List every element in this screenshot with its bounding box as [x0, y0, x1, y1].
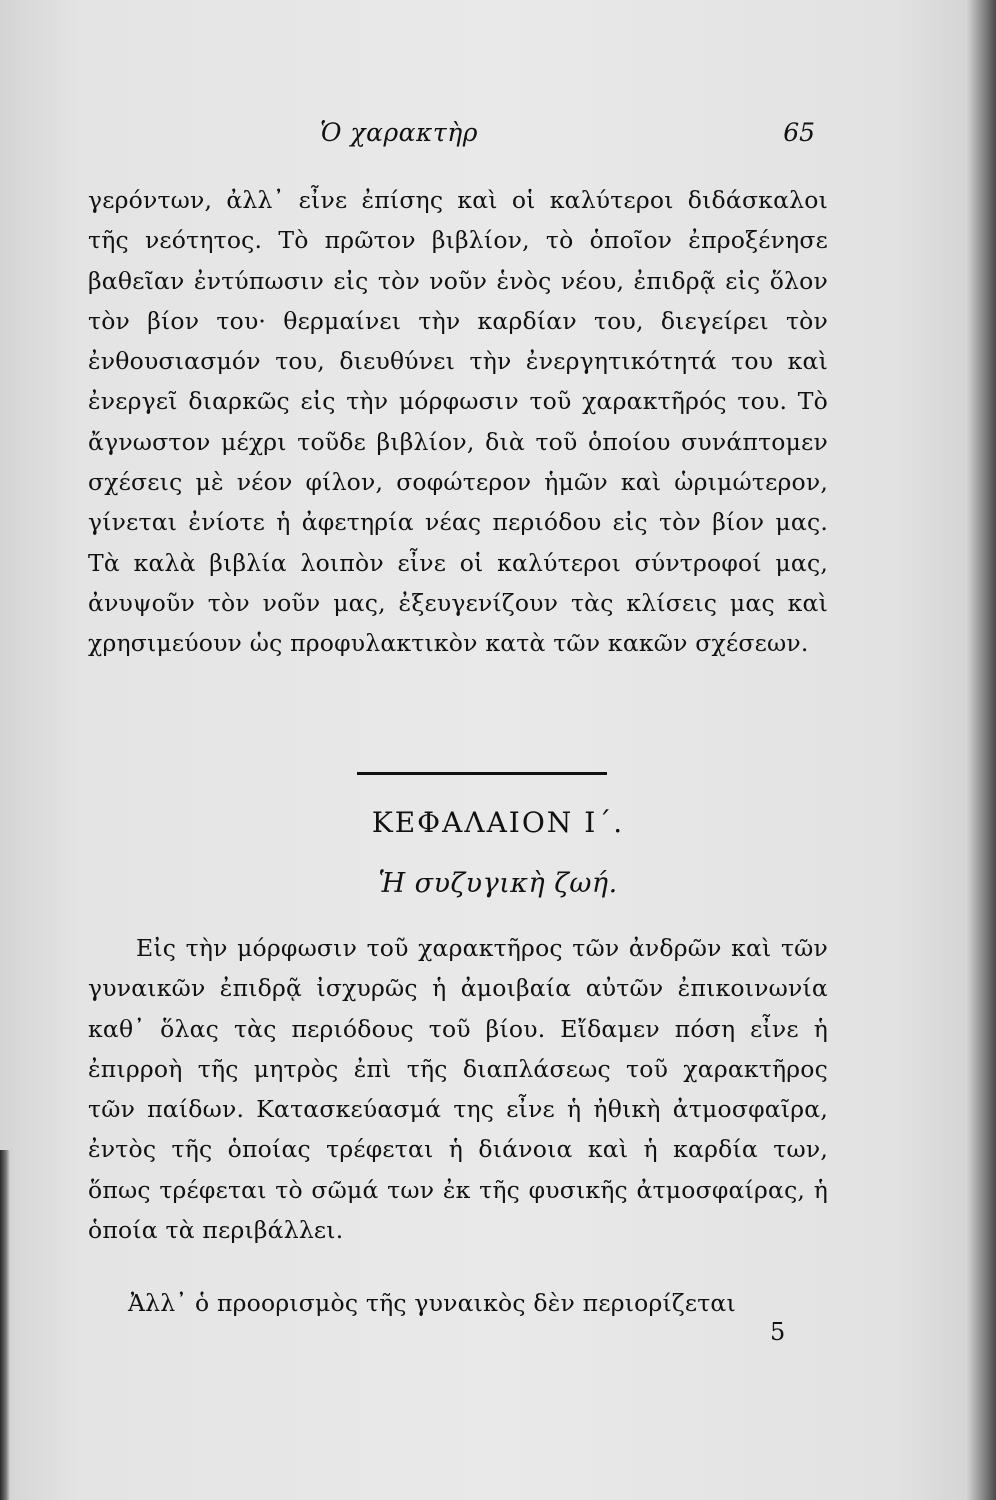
paragraph-3: Ἀλλ᾽ ὁ προορισμὸς τῆς γυναικὸς δὲν περιορίζεται	[128, 1289, 736, 1317]
chapter-heading: ΚΕΦΑΛΑΙΟΝ Ι΄.	[371, 806, 625, 839]
chapter-subtitle: Ἡ συζυγικὴ ζωή.	[378, 868, 618, 899]
page-shadow-left	[0, 1150, 10, 1500]
paragraph-2: Εἰς τὴν μόρφωσιν τοῦ χαρακτῆρος τῶν ἀνδρῶν καὶ τῶν γυναικῶν ἐπιδρᾷ ἰσχυρῶς ἡ ἀμοιβαία αὐτῶν ἐπικοινωνία καθ᾽ ὅλας τὰς περιόδους τοῦ βίου. Εἴδαμεν πόση εἶνε ἡ ἐπιρροὴ τῆς μητρὸς ἐπὶ τῆς διαπλάσεως τοῦ χαρακτῆρος τῶν παίδων. Κατασκεύασμά της εἶνε ἡ ἠθικὴ ἀτμοσφαῖρα, ἐντὸς τῆς ὁποίας τρέφεται ἡ διάνοια καὶ ἡ καρδία των, ὅπως τρέφεται τὸ σῶμά των ἐκ τῆς φυσικῆς ἀτμοσφαίρας, ἡ ὁποία τὰ περιβάλλει.	[88, 934, 828, 1245]
signature-mark: 5	[770, 1318, 786, 1346]
section-divider	[357, 772, 607, 775]
page-shadow-right	[966, 0, 996, 1500]
page-number: 65	[783, 118, 815, 147]
running-head: Ὁ χαρακτὴρ	[320, 118, 478, 147]
paragraph-1: γερόντων, ἀλλ᾽ εἶνε ἐπίσης καὶ οἱ καλύτεροι διδάσκαλοι τῆς νεότητος. Τὸ πρῶτον βιβλίον, τὸ ὁποῖον ἐπροξένησε βαθεῖαν ἐντύπωσιν εἰς τὸν νοῦν ἑνὸς νέου, ἐπιδρᾷ εἰς ὅλον τὸν βίον του· θερμαίνει τὴν καρδίαν του, διεγείρει τὸν ἐνθουσιασμόν του, διευθύνει τὴν ἐνεργητικότητά του καὶ ἐνεργεῖ διαρκῶς εἰς τὴν μόρφωσιν τοῦ χαρακτῆρός του. Τὸ ἄγνωστον μέχρι τοῦδε βιβλίον, διὰ τοῦ ὁποίου συνάπτομεν σχέσεις μὲ νέον φίλον, σοφώτερον ἡμῶν καὶ ὡριμώτερον, γίνεται ἐνίοτε ἡ ἀφετηρία νέας περιόδου εἰς τὸν βίον μας. Τὰ καλὰ βιβλία λοιπὸν εἶνε οἱ καλύτεροι σύντροφοί μας, ἀνυψοῦν τὸν νοῦν μας, ἐξευγενίζουν τὰς κλίσεις μας καὶ χρησιμεύουν ὡς προφυλακτικὸν κατὰ τῶν κακῶν σχέσεων.	[88, 186, 828, 658]
page-header	[90, 118, 815, 158]
